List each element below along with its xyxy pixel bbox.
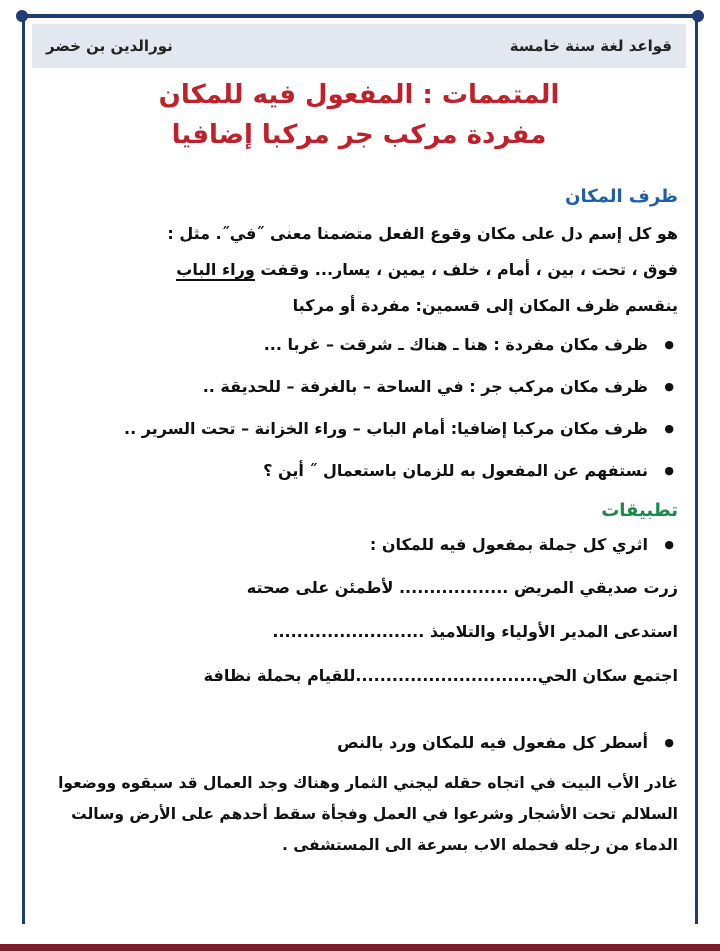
section-heading-exercises: تطبيقات	[601, 500, 678, 521]
frame-corner-left	[16, 10, 28, 22]
section-heading-place-adverb: ظرف المكان	[565, 186, 678, 207]
examples-underlined: وراء الباب	[176, 260, 255, 279]
reading-passage: غادر الأب البيت في اتجاه حقله ليجني الثمار وهناك وجد العمال قد سبقوه ووضعوا السلالم تحت الأشجار وشرعوا في العمل وفجأة سقط أحدهم على الأرض وسالت الدماء من رجله فحمله الاب بسرعة الى المستشفى .	[58, 774, 678, 854]
bottom-bar	[0, 944, 720, 951]
lesson-title: المتممات : المفعول فيه للمكان	[158, 80, 560, 110]
definition-text: هو كل إسم دل على مكان وقوع الفعل متضمنا معنى ˝في˝. مثل :	[167, 224, 678, 243]
header-author: نورالدين بن خضر	[46, 37, 173, 55]
types-list	[40, 324, 678, 492]
exercise-line: اجتمع سكان الحي..............................للقيام بحملة نظافة	[203, 666, 678, 685]
examples-text	[40, 252, 678, 288]
list-item: ● اثري كل جملة بمفعول فيه للمكان :	[40, 524, 678, 566]
exercise-line: استدعى المدير الأولياء والتلاميذ .........................	[272, 622, 678, 641]
list-item: ● نستفهم عن المفعول به للزمان باستعمال ˝ أين ؟	[40, 450, 678, 492]
exercise-instructions-1	[40, 524, 678, 566]
examples-list: فوق ، تحت ، بين ، أمام ، خلف ، يمين ، يسار... وقفت	[260, 260, 678, 279]
exercise-instructions-2	[40, 722, 678, 764]
header-subject: قواعد لغة سنة خامسة	[509, 37, 672, 55]
worksheet	[40, 76, 678, 861]
list-item: ● أسطر كل مفعول فيه للمكان ورد بالنص	[40, 722, 678, 764]
list-item: ● ظرف مكان مفردة : هنا ـ هناك ـ شرقت – غربا ...	[40, 324, 678, 366]
lesson-subtitle: مفردة مركب جر مركبا إضافيا	[171, 120, 547, 150]
header-band	[32, 24, 686, 68]
exercise-line: زرت صديقي المريض .................. لأطمئن على صحته	[246, 578, 678, 597]
list-item: ● ظرف مكان مركب جر : في الساحة – بالغرفة – للحديقة ..	[40, 366, 678, 408]
list-item: ● ظرف مكان مركبا إضافيا: أمام الباب – وراء الخزانة – تحت السرير ..	[40, 408, 678, 450]
frame-corner-right	[692, 10, 704, 22]
division-text: ينقسم ظرف المكان إلى قسمين: مفردة أو مركبا	[292, 296, 678, 315]
